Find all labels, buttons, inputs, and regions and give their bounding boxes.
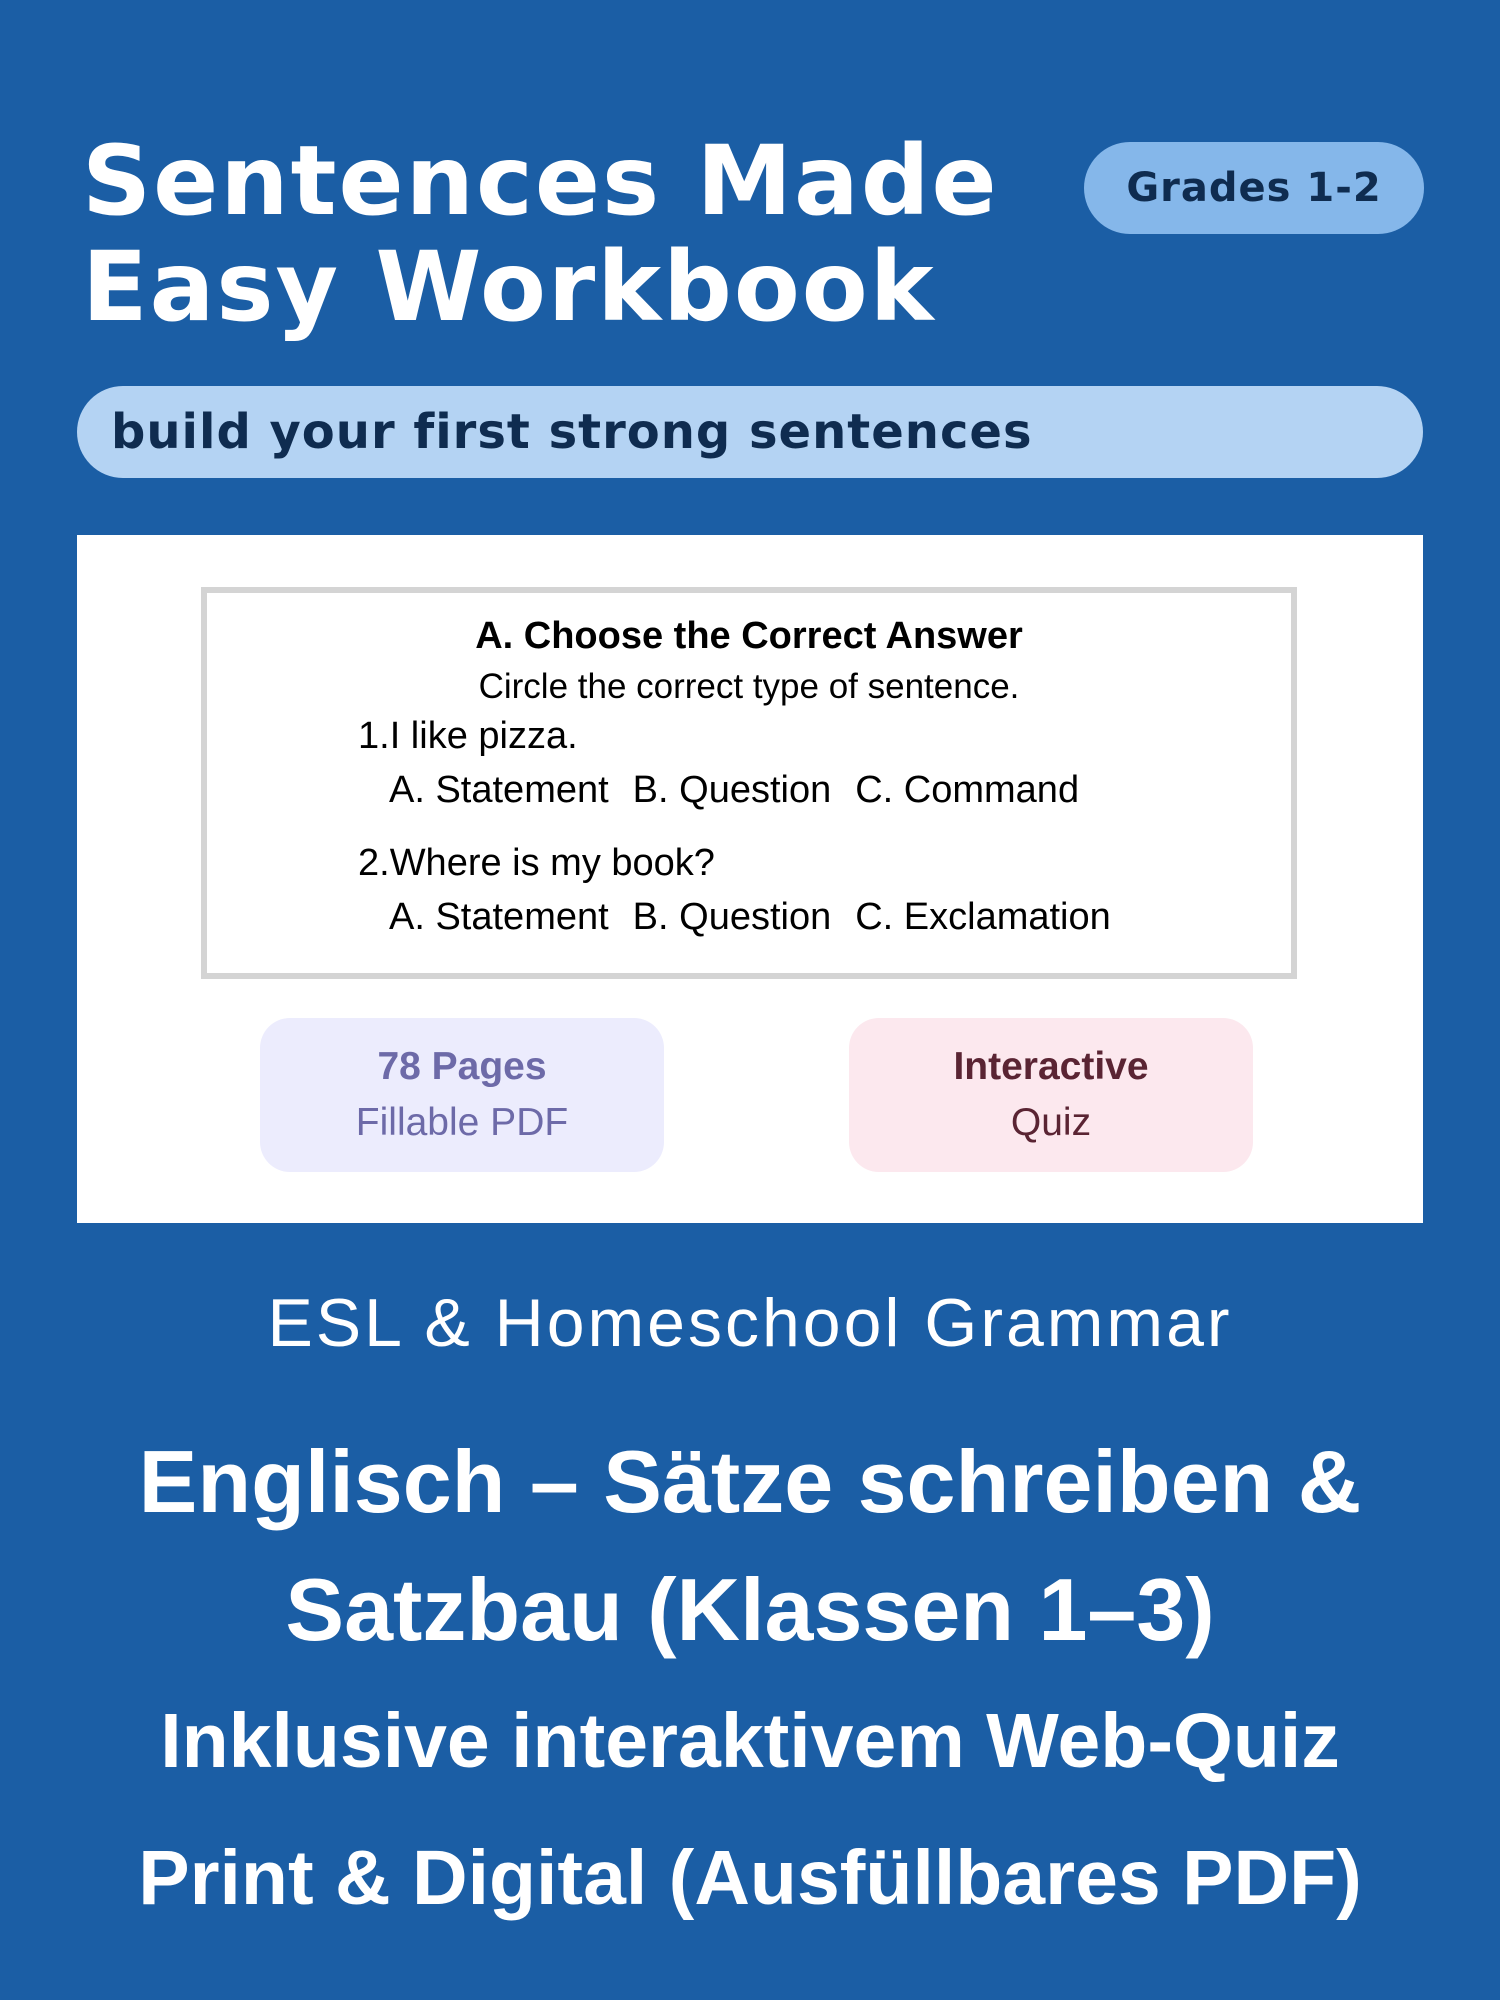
quiz-feature-card <box>849 1018 1253 1172</box>
question-1: 1.I like pizza. <box>358 715 578 757</box>
worksheet-instruction: Circle the correct type of sentence. <box>478 667 1020 706</box>
option-question: B. Question <box>632 769 832 811</box>
question-1-options <box>389 769 1079 812</box>
german-format-line: Print & Digital (Ausfüllbares PDF) <box>138 1835 1362 1921</box>
german-title <box>0 1418 1500 1674</box>
option-statement: A. Statement <box>389 769 609 811</box>
subtitle-banner: build your first strong sentences <box>77 386 1423 478</box>
option-command: C. Command <box>855 769 1080 811</box>
quiz-subtitle: Quiz <box>1010 1101 1092 1144</box>
german-tagline: Inklusive interaktivem Web-Quiz <box>160 1698 1340 1784</box>
category-line: ESL & Homeschool Grammar <box>267 1285 1233 1361</box>
worksheet-preview <box>201 587 1297 979</box>
german-title-line-1: Englisch – Sätze schreiben & <box>138 1432 1362 1531</box>
option-question: B. Question <box>632 896 832 938</box>
option-statement: A. Statement <box>389 896 609 938</box>
workbook-title <box>82 125 999 343</box>
grades-badge: Grades 1-2 <box>1084 142 1424 234</box>
title-line-2: Easy Workbook <box>82 231 936 343</box>
preview-panel <box>77 535 1423 1223</box>
option-exclamation: C. Exclamation <box>855 896 1111 938</box>
pages-format: Fillable PDF <box>355 1101 569 1144</box>
question-2: 2.Where is my book? <box>358 842 715 884</box>
worksheet-heading: A. Choose the Correct Answer <box>475 615 1023 657</box>
question-2-options <box>389 896 1111 939</box>
quiz-title: Interactive <box>953 1045 1149 1088</box>
title-line-1: Sentences Made <box>82 125 999 237</box>
pages-count: 78 Pages <box>377 1045 547 1088</box>
german-title-line-2: Satzbau (Klassen 1–3) <box>285 1560 1215 1659</box>
pages-feature-card <box>260 1018 664 1172</box>
